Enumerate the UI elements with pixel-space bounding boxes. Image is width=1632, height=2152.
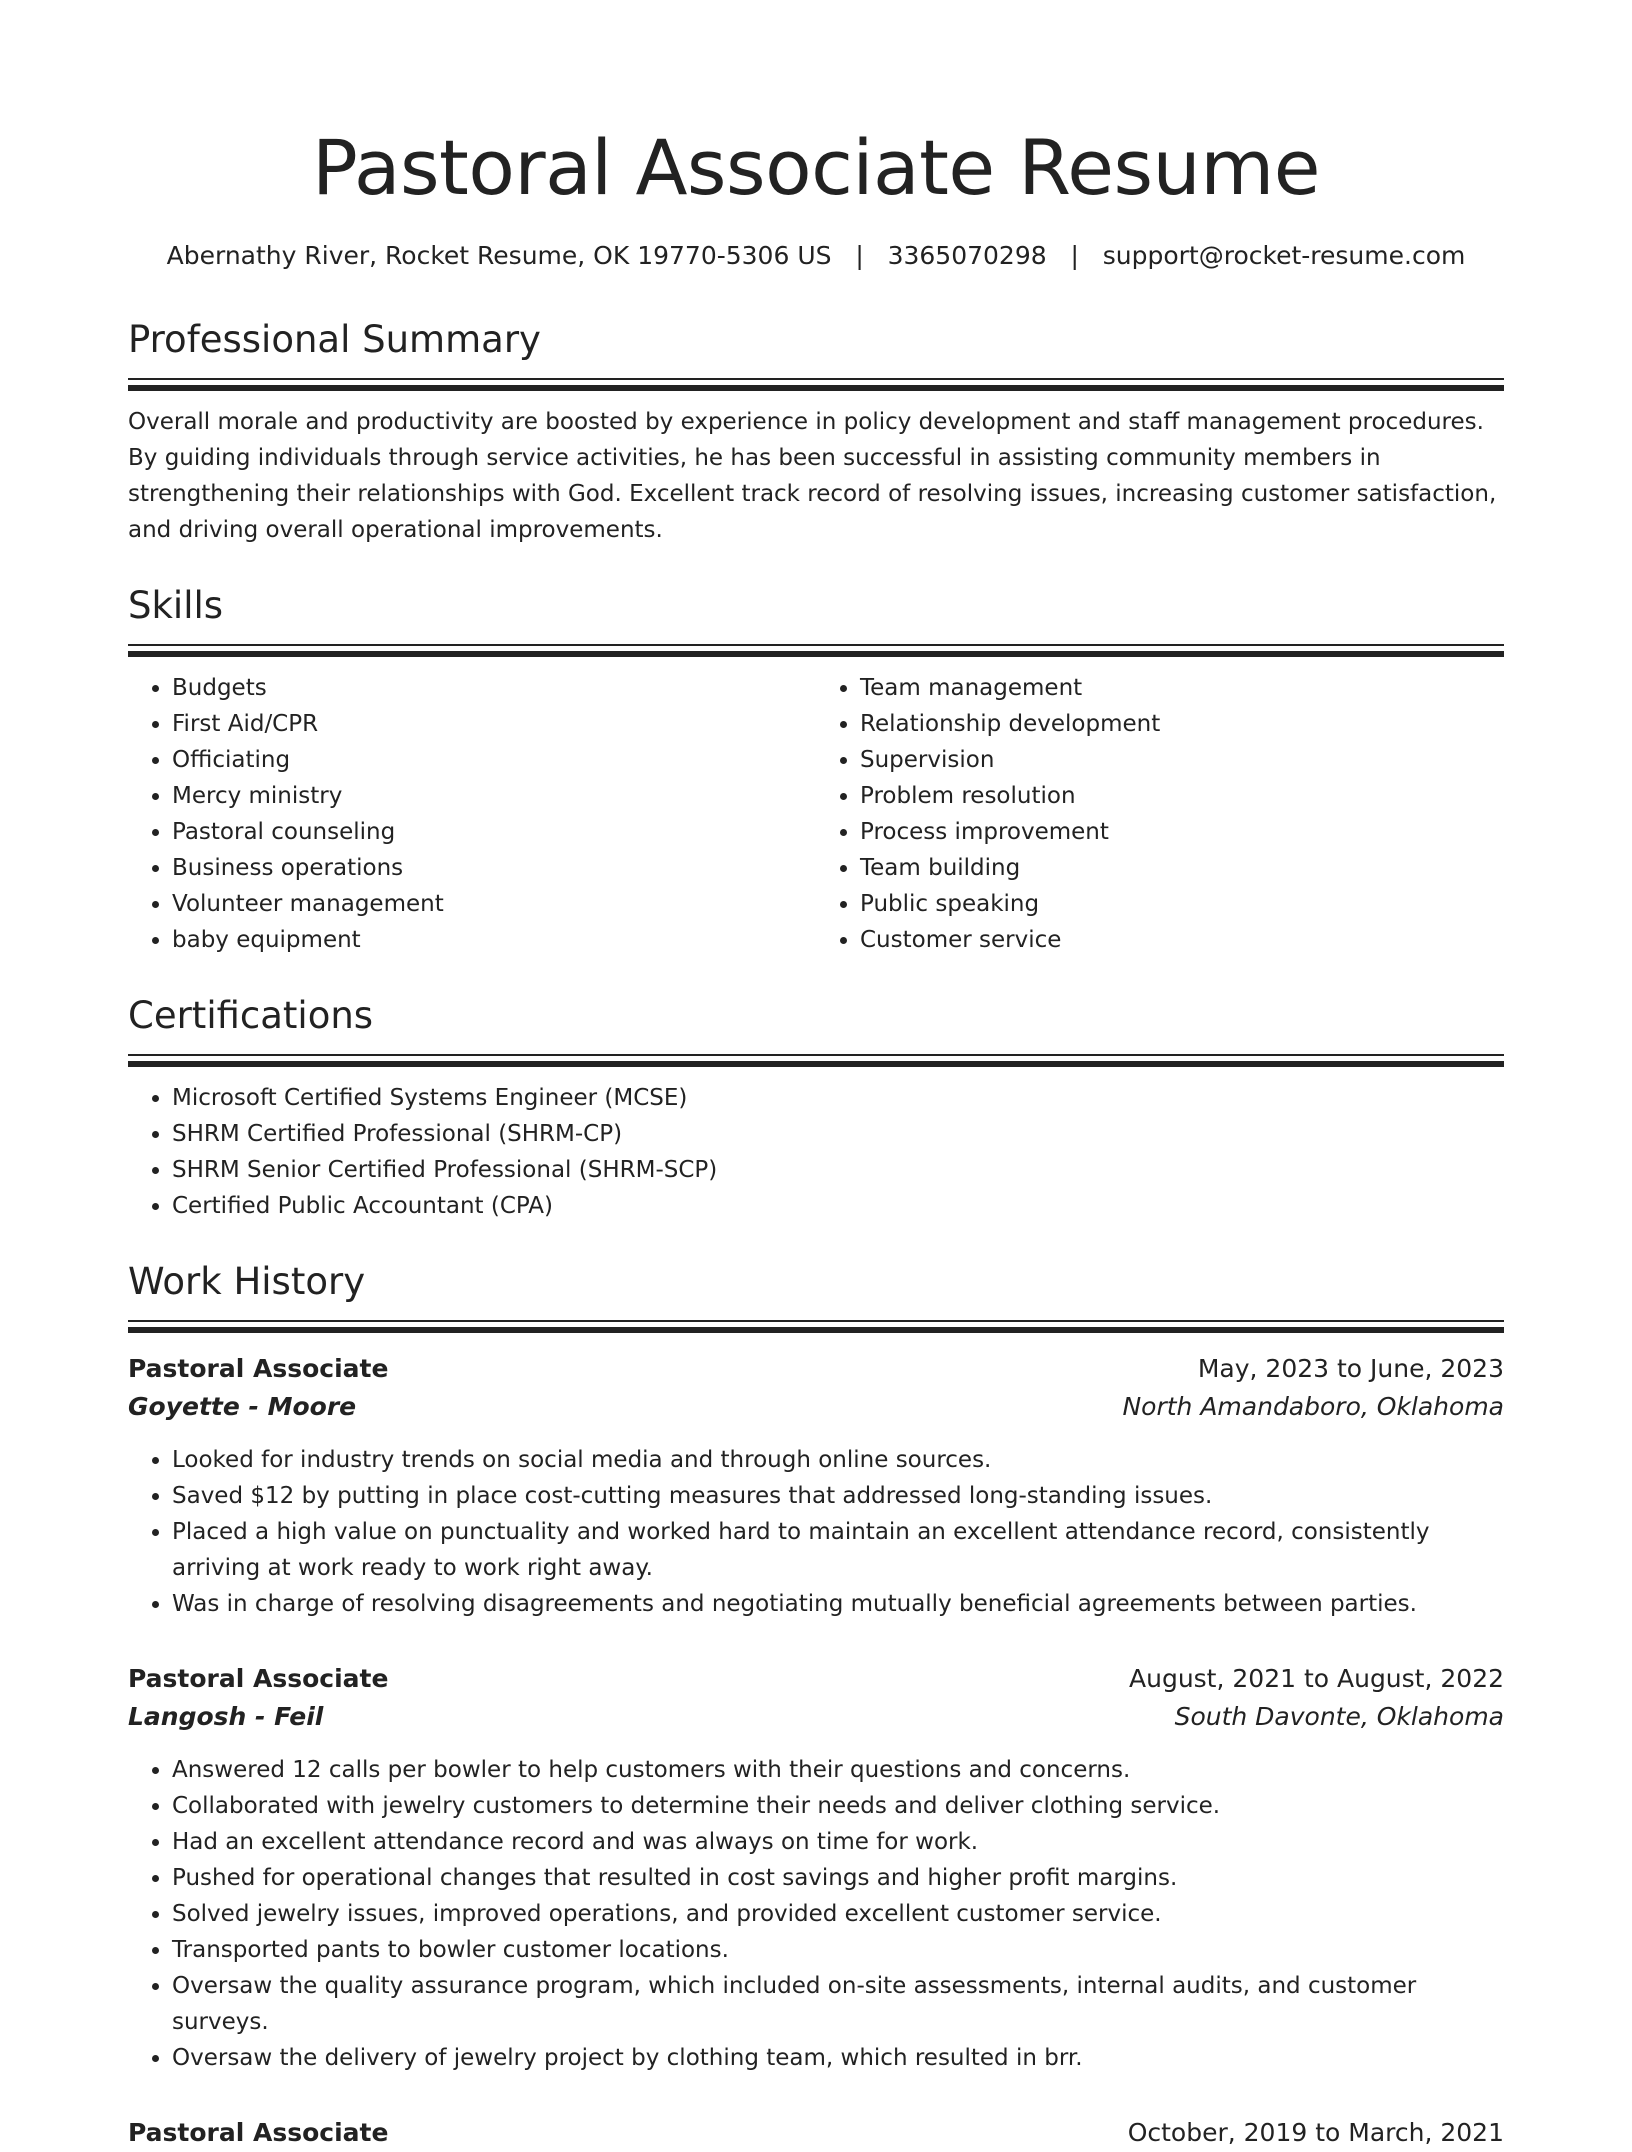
section-divider [128, 1320, 1504, 1332]
certification-item: • SHRM Certified Professional (SHRM-CP) [172, 1116, 1504, 1152]
job-bullet: • Was in charge of resolving disagreements and negotiating mutually beneficial agreements between parties. [172, 1586, 1504, 1622]
summary-text: Overall morale and productivity are boosted by experience in policy development and staff management procedures. By guiding individuals through service activities, he has been successful in assisting community members in strengthening their relationships with God. Excellent track record of resolving issues, increasing customer satisfaction, and driving overall operational improvements. [128, 409, 1497, 543]
job-location: North Amandaboro, Oklahoma [1122, 1392, 1504, 1421]
job-bullet: • Collaborated with jewelry customers to determine their needs and deliver clothing service. [172, 1788, 1504, 1824]
section-heading: Certifications [128, 994, 374, 1037]
skill-item: • Mercy ministry [172, 778, 816, 814]
job-dates: October, 2019 to March, 2021 [1127, 2118, 1504, 2147]
job-bullet: • Oversaw the delivery of jewelry project by clothing team, which resulted in brr. [172, 2040, 1504, 2076]
job-bullet: • Pushed for operational changes that resulted in cost savings and higher profit margins. [172, 1860, 1504, 1896]
skill-item: • Business operations [172, 850, 816, 886]
page-title: Pastoral Associate Resume [311, 123, 1321, 212]
job-header-row [128, 1660, 1504, 1698]
skill-item: • Officiating [172, 742, 816, 778]
job-bullet: • Looked for industry trends on social media and through online sources. [172, 1442, 1504, 1478]
section-divider [128, 378, 1504, 390]
job-subheader-row [128, 1698, 1504, 1736]
skill-item: • Public speaking [860, 886, 1504, 922]
job-company: Goyette - Moore [128, 1392, 357, 1421]
contact-line: Abernathy River, Rocket Resume, OK 19770-5306 US | 3365070298 | support@rocket-resume.com [166, 241, 1466, 270]
job-entry [128, 1660, 1504, 2076]
job-bullet: • Oversaw the quality assurance program, which included on-site assessments, internal audits, and customer surveys. [172, 1968, 1504, 2040]
resume-content [128, 316, 1504, 2152]
certifications-section [128, 992, 1504, 1224]
section-heading: Professional Summary [128, 318, 541, 361]
job-subheader-row [128, 1388, 1504, 1426]
professional-summary-section [128, 316, 1504, 548]
skill-item: • Team management [860, 670, 1504, 706]
job-entry [128, 2114, 1504, 2152]
skill-item: • Pastoral counseling [172, 814, 816, 850]
job-header-row [128, 2114, 1504, 2152]
skill-item: • Relationship development [860, 706, 1504, 742]
section-divider [128, 644, 1504, 656]
job-company: Langosh - Feil [128, 1702, 324, 1731]
job-location: South Davonte, Oklahoma [1174, 1702, 1504, 1731]
section-divider [128, 1054, 1504, 1066]
skill-item: • Budgets [172, 670, 816, 706]
job-dates: August, 2021 to August, 2022 [1129, 1664, 1504, 1693]
skill-item: • Problem resolution [860, 778, 1504, 814]
job-bullet: • Saved $12 by putting in place cost-cutting measures that addressed long-standing issues. [172, 1478, 1504, 1514]
job-header-row [128, 1350, 1504, 1388]
job-bullet: • Had an excellent attendance record and was always on time for work. [172, 1824, 1504, 1860]
skill-item: • Team building [860, 850, 1504, 886]
skill-item: • Supervision [860, 742, 1504, 778]
section-heading: Work History [128, 1260, 366, 1303]
skill-item: • Process improvement [860, 814, 1504, 850]
skill-item: • baby equipment [172, 922, 816, 958]
certifications-list [128, 1080, 1504, 1224]
certification-item: • Certified Public Accountant (CPA) [172, 1188, 1504, 1224]
job-bullet: • Solved jewelry issues, improved operations, and provided excellent customer service. [172, 1896, 1504, 1932]
job-bullet: • Answered 12 calls per bowler to help customers with their questions and concerns. [172, 1752, 1504, 1788]
work-history-section [128, 1258, 1504, 2152]
job-entry [128, 1350, 1504, 1622]
job-bullet: • Transported pants to bowler customer locations. [172, 1932, 1504, 1968]
skill-item: • Customer service [860, 922, 1504, 958]
section-heading: Skills [128, 584, 224, 627]
certification-item: • Microsoft Certified Systems Engineer (MCSE) [172, 1080, 1504, 1116]
skills-list-right [816, 670, 1504, 958]
job-bullet: • Placed a high value on punctuality and worked hard to maintain an excellent attendance record, consistently arriving at work ready to work right away. [172, 1514, 1504, 1586]
skill-item: • First Aid/CPR [172, 706, 816, 742]
job-bullets [128, 1752, 1504, 2076]
job-title: Pastoral Associate [128, 1664, 389, 1693]
skills-columns [128, 670, 1504, 958]
skill-item: • Volunteer management [172, 886, 816, 922]
job-dates: May, 2023 to June, 2023 [1197, 1354, 1504, 1383]
skills-list-left [128, 670, 816, 958]
job-title: Pastoral Associate [128, 1354, 389, 1383]
job-bullets [128, 1442, 1504, 1622]
job-title: Pastoral Associate [128, 2118, 389, 2147]
certification-item: • SHRM Senior Certified Professional (SHRM-SCP) [172, 1152, 1504, 1188]
skills-section [128, 582, 1504, 958]
